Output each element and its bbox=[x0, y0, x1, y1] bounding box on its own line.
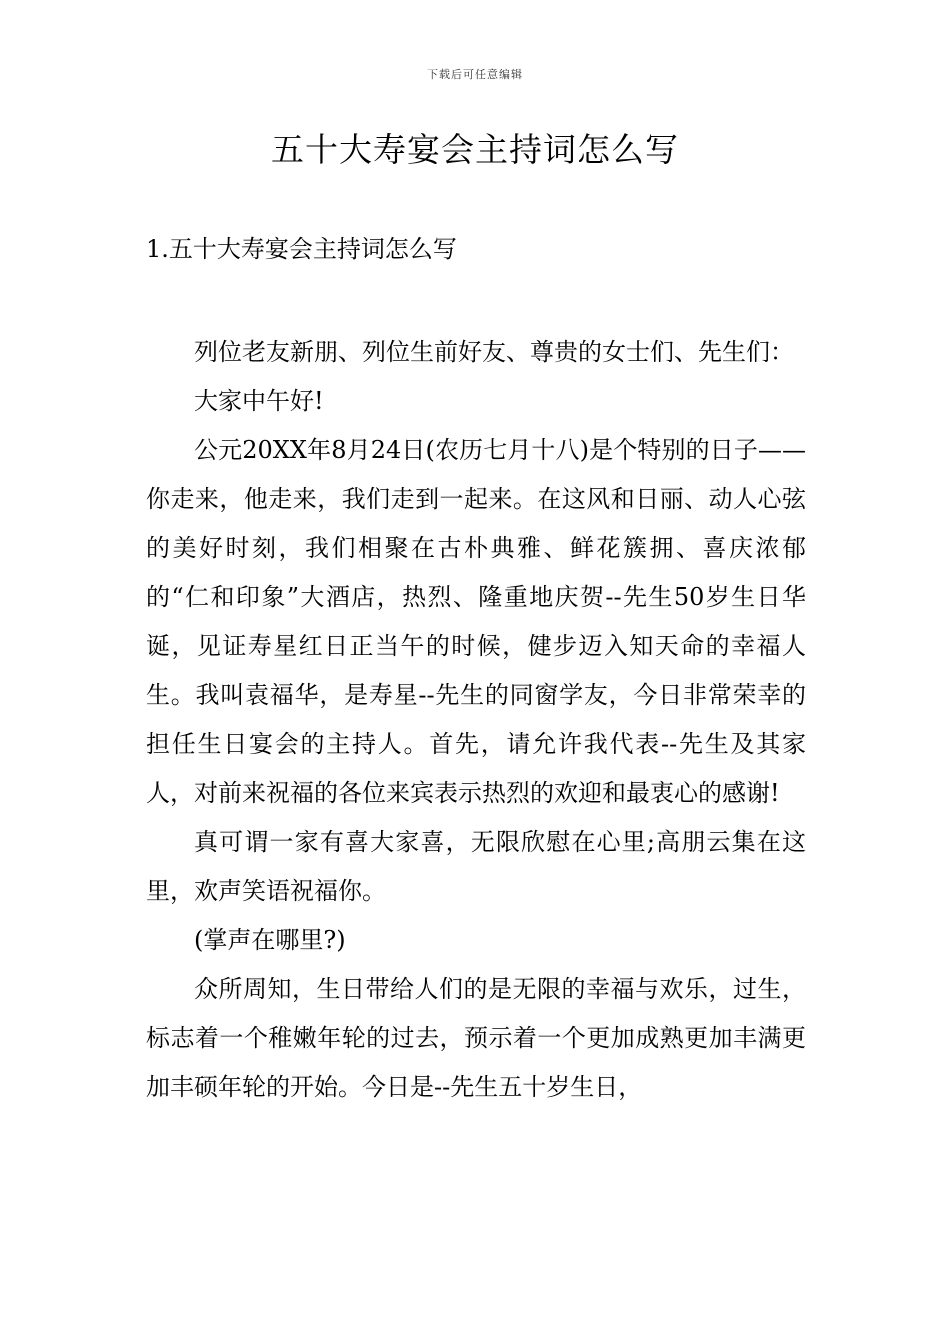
paragraph-greeting: 列位老友新朋、列位生前好友、尊贵的女士们、先生们： bbox=[194, 338, 794, 366]
section-heading: 1.五十大寿宴会主持词怎么写 bbox=[146, 235, 457, 263]
paragraph-opening: 公元20XX年8月24日(农历七月十八)是个特别的日子——你走来，他走来，我们走到一起来。在这风和日丽、动人心弦的美好时刻，我们相聚在古朴典雅、鲜花簇拥、喜庆浓郁的“仁和印象”大酒店，热烈、隆重地庆贺--先生50岁生日华诞，见证寿星红日正当午的时候，健步迈入知天命的幸福人生。我叫袁福华，是寿星--先生的同窗学友，今日非常荣幸的担任生日宴会的主持人。首先，请允许我代表--先生及其家人，对前来祝福的各位来宾表示热烈的欢迎和最衷心的感谢! bbox=[146, 436, 806, 807]
document-title: 五十大寿宴会主持词怎么写 bbox=[271, 130, 679, 169]
document-body bbox=[146, 328, 806, 1112]
paragraph-birthday-meaning: 众所周知，生日带给人们的是无限的幸福与欢乐，过生，标志着一个稚嫩年轮的过去，预示着一个更加成熟更加丰满更加丰硕年轮的开始。今日是--先生五十岁生日， bbox=[146, 975, 806, 1101]
paragraph-applause: (掌声在哪里?) bbox=[194, 926, 346, 954]
paragraph-blessing: 真可谓一家有喜大家喜，无限欣慰在心里;高朋云集在这里，欢声笑语祝福你。 bbox=[146, 828, 806, 905]
header-note: 下载后可任意编辑 bbox=[427, 68, 523, 81]
paragraph-good-noon: 大家中午好! bbox=[194, 387, 324, 415]
